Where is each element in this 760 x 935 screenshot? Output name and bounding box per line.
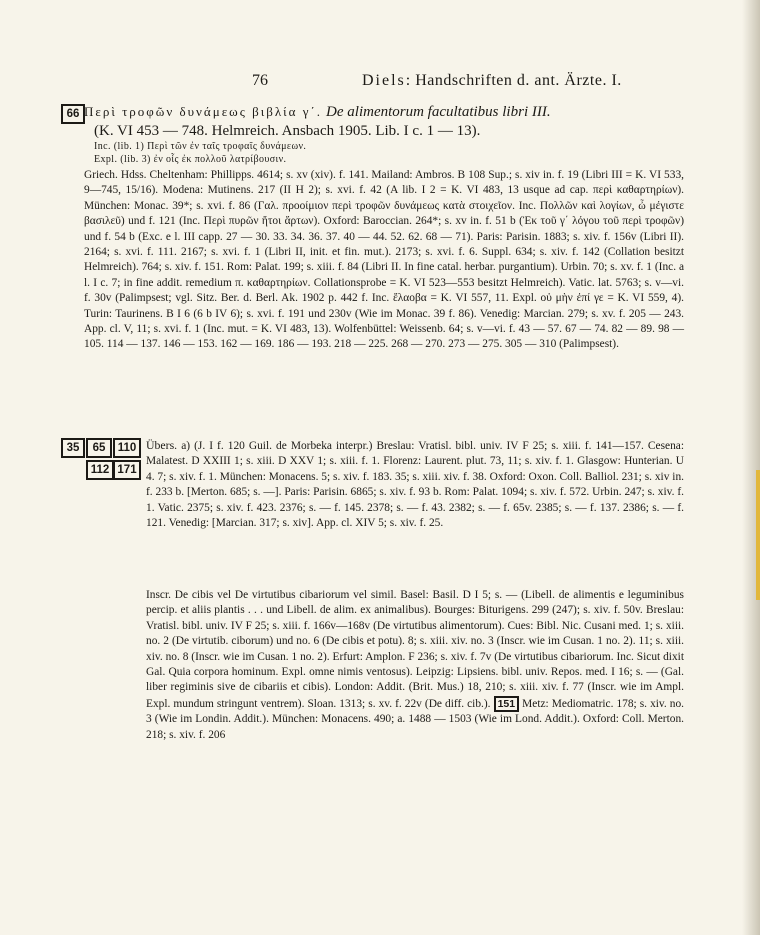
translations-a-text: a) (J. I f. 120 Guil. de Morbeka interpr.) Breslau: Vratisl. bibl. univ. IV F 25; s. xiii. f. 141—157. Cesena: Malatest. D XXIII 1; s. xiii. D XXV 1; s. xiii. f. 1. Florenz: Laurent. plut. 73, 11; s. xiv. f. 1. Glasgow: Hunterian. U 4. 7; s. xiv. f. 1. München: Monacens. 5; s. xiv. f. 183. 35; s. xiii. xiv. f. 38. Oxford: Oxon. Coll. Balliol. 231; s. xiv in. f. 233 b. [Merton. 685; s. —]. Paris: Parisin. 6865; s. xiv. f. 93 b. Rom: Palat. 1094; s. xiv. f. 572. Urbin. 247; s. xiv. f. 1. Vatic. 2375; s. xiv. f. 423. 2376; s. — f. 145. 2378; s. — f. 43. 2382; s. — f. 65v. 2385; s. — f. 137. 2386; s. — f. 121. Venedig: [Marcian. 317; s. xiv]. App. cl. XIV 5; s. xiv. f. 25. bbox=[146, 440, 684, 530]
page-edge-shadow bbox=[742, 0, 760, 935]
cross-ref-box-112: 112 bbox=[86, 460, 114, 480]
title-greek: Περὶ τροφῶν δυνάμεως βιβλία γ΄. bbox=[84, 104, 323, 119]
cross-ref-box-171: 171 bbox=[113, 460, 141, 480]
explicit-line: Expl. (lib. 3) ἐν οἷς ἐκ πολλοῦ λατρίβουσιν. bbox=[94, 154, 287, 165]
manuscripts-greek: Griech. Hdss. Cheltenham: Phillipps. 4614; s. xv (xiv). f. 141. Mailand: Ambros. B 108 Sup.; s. xiv in. f. 19 (Libri III = K. VI 533, 9—745, 15/16). Modena: Mutinens. 217 (II H 2); s. xvi. f. 42 (A lib. I 2 = K. VI 483, 13 usque ad cap. περὶ καθαρτηρίων). München: Monac. 39*; s. xvi. f. 86 (Γαλ. προοίμιον περὶ τροφῶν δυνάμεως κατὰ στοιχεῖον. Inc. Πολλῶν καὶ λογίων, ὦ μέγιστε βασιλεῦ) und f. 121 (Inc. Περὶ πυρῶν ἤτοι ἄρτων). Oxford: Baroccian. 264*; s. xv in. f. 51 b (Ἐκ τοῦ γ΄ λόγου τοῦ περὶ τροφῶν) und f. 54 b (Exc. e l. III capp. 27 — 30. 33. 34. 36. 37. 40 — 44. 52. 62. 68 — 71). Paris: Parisin. 1883; s. xiv. f. 156v (Libri II). 2164; s. xvi. f. 111. 2167; s. xvi. f. 1 (Libri II, init. et fin. mut.). 2173; s. xvi. f. 6. Suppl. 634; s. xiv. f. 142 (Collation besitzt Helmreich). 764; s. xiv. f. 151. Rom: Palat. 199; s. xiii. f. 84 (Libri II. In fine catal. herbar. purgantium). Urbin. 70; s. xv. f. 1 (Inc. a l. I c. 7; in fine addit. remedium π. καθαρτηρίων. Collationsprobe = K. VI 523—553 besitzt Helmreich). Vatic. lat. 5763; s. v—vi. f. 30v (Palimpsest; vgl. Sitz. Ber. d. Berl. Ak. 1902 p. 442 f. Inc. ἔλαοβα = K. VI 557, 11. Expl. οὐ μὴν ἐπί γε = K. VI 559, 4). Turin: Taurinens. B I 6 (6 b IV 6); s. xvi. f. 191 und 230v (Wie im Monac. 39 f. 86). Venedig: Marcian. 279; s. xv. f. 205 — 243. App. cl. V, 11; s. xvi. f. 1 (Inc. mut. = K. VI 483, 13). Wolfenbüttel: Weissenb. 64; s. v—vi. f. 43 — 57. 67 — 74. 82 — 89. 98 — 105. 114 — 137. 146 — 153. 162 — 169. 186 — 193. 218 — 225. 268 — 270. 273 — 275. 305 — 310 (Palimpsest). bbox=[84, 169, 684, 351]
inscriptions-tail: Metz: Mediomatric. 178; s. xiv. no. 3 (Wie im Londin. Addit.). München: Monacens. 490; a. 1488 — 1503 (Wie im Lond. Addit.). Oxford: Coll. Merton. 218; s. xiv. f. 206 bbox=[146, 697, 685, 741]
running-title bbox=[362, 72, 622, 90]
entry-inscr bbox=[146, 588, 684, 743]
running-header bbox=[80, 72, 680, 94]
cross-ref-box-110: 110 bbox=[113, 438, 141, 458]
translations-lead: Übers. bbox=[146, 438, 178, 452]
cross-ref-box-65: 65 bbox=[86, 438, 112, 458]
incipit-line: Inc. (lib. 1) Περὶ τῶν ἐν ταῖς τροφαῖς δυνάμεων. bbox=[94, 141, 307, 152]
inscriptions-paragraph bbox=[146, 588, 684, 743]
translations-a bbox=[146, 438, 684, 531]
inscriptions-text: Inscr. De cibis vel De virtutibus cibariorum vel simil. Basel: Basil. D I 5; s. — (Libell. de alimentis e leguminibus percip. et aliis plantis . . . und Libell. de alim. ex animalibus). Bourges: Biturigens. 299 (247); s. xiv. f. 50v. Breslau: Vratisl. bibl. univ. IV F 25; s. xiii. f. 166v—168v (De virtutibus alimentorum). Cues: Bibl. Nic. Cusani med. 1; s. xiii. no. 2 (De virtutib. ciborum) und no. 6 (De cibis et potu). 8; s. xiii. xiv. no. 3 (Inscr. wie im Cusan. 1 no. 2). 11; s. xiii. xiv. no. 8 (Inscr. wie im Cusan. 1 no. 2). Erfurt: Amplon. F 236; s. xiv. f. 7v (De virtutibus cibariorum. Inc. Sicut dixit Gal. Quia corpora hominum. Expl. omne nimis ventosus). Leipzig: Lipsiens. bibl. univ. Repos. med. I 16; s. — (Gal. liber regiminis sive de cibariis et cibis). London: Addit. (Brit. Mus.) 18, 210; s. xiii. xiv. f. 77 (Inscr. wie im Ampl. Expl. mundum stringunt ventrem). Sloan. 1313; s. xv. f. 22v (De diff. cib.). bbox=[146, 589, 684, 710]
running-title-rest: : Handschriften d. ant. Ärzte. I. bbox=[405, 72, 622, 89]
page-edge-tab bbox=[756, 470, 760, 600]
entry-translations bbox=[146, 438, 684, 531]
edition-line: (K. VI 453 — 748. Helmreich. Ansbach 1905. Lib. I c. 1 — 13). bbox=[94, 123, 481, 139]
page-number: 76 bbox=[252, 72, 268, 89]
running-title-author: Diels bbox=[362, 72, 406, 89]
entry-number-box: 66 bbox=[61, 104, 85, 124]
cross-ref-box-35: 35 bbox=[61, 438, 85, 458]
inline-cross-ref-box: 151 bbox=[494, 696, 520, 712]
title-latin: De alimentorum facultatibus libri III. bbox=[326, 104, 551, 120]
entry-title bbox=[84, 102, 684, 122]
entry-66 bbox=[84, 102, 684, 353]
